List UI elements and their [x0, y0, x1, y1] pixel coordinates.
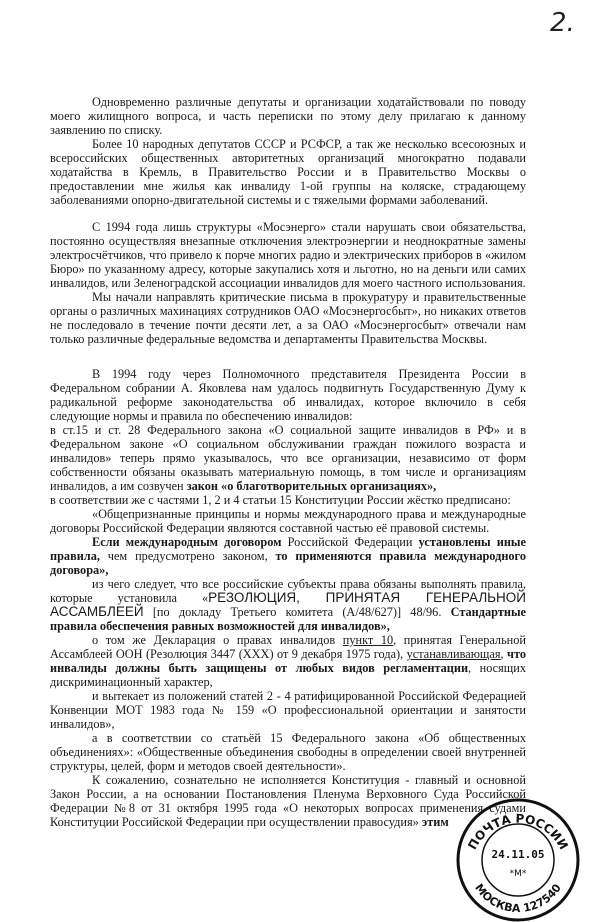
- bold-run: Если международным договором: [92, 535, 282, 549]
- text-run: ,: [500, 647, 508, 661]
- paragraph: а в соответствии со статьёй 15 Федерального закона «Об общественных объединениях»: «Общественные объединения свободны в определении своей внутренней структуры, целей, форм и методов своей деятельности».: [50, 731, 526, 773]
- paragraph: [50, 423, 526, 493]
- text-run: , носящих дискриминационный характер,: [50, 661, 526, 689]
- paragraph: С 1994 года лишь структуры «Мосэнерго» стали нарушать свои обязательства, постоянно осуществляя внезапные отключения электроэнергии и неоднократные замены электросчётчиков, что привело к порче многих радио и электрических приборов в «жилом Бюро» по указанному адресу, которые закупались хотя и льготно, но на деньги или самих инвалидов, или Зеленоградской ассоциации инвалидов для моего частного использования.: [50, 220, 526, 290]
- stamp-bottom-text: МОСКВА 127540: [472, 881, 564, 916]
- text-run: в ст.15 и ст. 28 Федерального закона «О социальной защите инвалидов в РФ» и в Федеральном законе «О социальном обслуживании граждан пожилого возраста и инвалидов» теперь прямо указывалось, что все организации, независимо от форм собственности обязаны оказывать материальную помощь, в том числе и организациям инвалидов, а им созвучен: [50, 423, 526, 493]
- paragraph: и вытекает из положений статей 2 - 4 ратифицированной Российской Федерацией Конвенции МОТ 1983 года № 159 «О профессиональной ориентации и занятости инвалидов»,: [50, 689, 526, 731]
- underlined-run: пункт 10: [342, 633, 394, 647]
- bold-run: то применяются правила международного договора»,: [50, 549, 526, 577]
- paragraph: [50, 633, 526, 689]
- paragraph: Одновременно различные депутаты и организации ходатайствовали по поводу моего жилищного вопроса, и часть переписки по этому делу прилагаю к данному заявлению по списку.: [50, 95, 526, 137]
- text-run: [по докладу Третьего комитета (A/48/627)] 48/96.: [143, 605, 451, 619]
- stamp-top-text: ПОЧТА РОССИИ: [465, 811, 571, 852]
- paragraph: в соответствии же с частями 1, 2 и 4 статьи 15 Конституции России жёстко предписано:: [50, 493, 511, 507]
- text-run: , принятая Генеральной Ассамблеей ООН (Резолюция 3447 (XXX) от 9 декабря 1975 года),: [50, 633, 526, 661]
- bold-run: установлены иные правила,: [50, 535, 526, 563]
- page-number: 2.: [550, 8, 575, 38]
- bold-run: что инвалиды должны быть защищены от любых видов регламентации: [50, 647, 526, 675]
- stamp-index-mark: *М*: [509, 869, 527, 879]
- stamp-date: 24.11.05: [491, 848, 545, 861]
- resolution-title: РЕЗОЛЮЦИЯ, ПРИНЯТАЯ ГЕНЕРАЛЬНОЙ АССАМБЛЕЕЙ: [50, 590, 526, 619]
- bold-run: этим: [418, 815, 449, 829]
- text-run: из чего следует, что все российские субъекты права обязаны выполнять правила, которые установила «: [50, 577, 526, 605]
- text-run: чем предусмотрено законом,: [99, 549, 276, 563]
- paragraph: Более 10 народных депутатов СССР и РСФСР, а так же несколько всесоюзных и всероссийских общественных авторитетных организаций многократно подавали ходатайства в Кремль, в Правительство России и в Правительство Москвы о предоставлении мне жилья как инвалиду 1-ой группы на коляске, страдающему заболеваниями опорно-двигательной системы и с тяжелыми формами заболеваний.: [50, 137, 526, 207]
- paragraph: [50, 577, 526, 633]
- paragraph: Мы начали направлять критические письма в прокуратуру и правительственные органы о различных махинациях сотрудников ОАО «Мосэнергосбыт», но никаких ответов не последовало в течение почти десяти лет, а за ОАО «Мосэнергосбыт» отвечали нам только различные федеральные ведомства и департаменты Правительства Москвы.: [50, 290, 526, 346]
- underlined-run: устанавливающая: [406, 647, 501, 661]
- text-run: о том же Декларация о правах инвалидов: [92, 633, 343, 647]
- text-run: К сожалению, сознательно не исполняется Конституция - главный и основной Закон России, а на основании Постановления Пленума Верховного Суда Российской Федерации №8 от 31 октября 1995 года «О некоторых вопросах применения судами Конституции Российской Федерации при осуществлении правосудия»: [50, 773, 526, 829]
- quote-paragraph: «Общепризнанные принципы и нормы международного права и международные договоры Российской Федерации являются составной частью её правовой системы.: [50, 507, 526, 535]
- bold-run: закон «о благотворительных организациях»,: [186, 479, 437, 493]
- letter-body: [50, 95, 526, 829]
- text-run: Российской Федерации: [281, 535, 419, 549]
- paragraph: [50, 535, 526, 577]
- bold-run: Стандартные правила обеспечения равных возможностей для инвалидов»,: [50, 605, 526, 633]
- paragraph: В 1994 году через Полномочного представителя Президента России в Федеральном собрании А. Яковлева нам удалось подвигнуть Государственную Думу к радикальной реформе законодательства об инвалидах, которое включило в себя следующие нормы и правила по обеспечению инвалидов:: [50, 367, 526, 423]
- postal-stamp: [452, 792, 582, 922]
